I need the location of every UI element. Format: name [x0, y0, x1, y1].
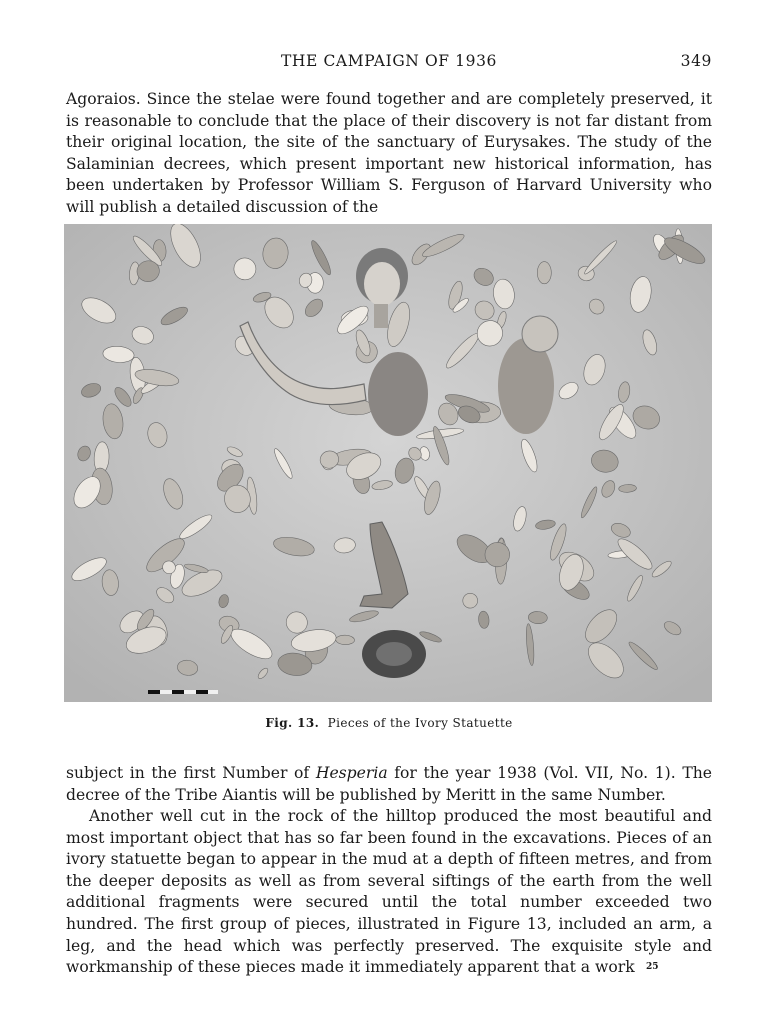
fragments-photo — [64, 224, 712, 702]
paragraph-continuation — [66, 763, 712, 806]
ivory-ball — [522, 316, 558, 352]
journal-title: Hesperia — [315, 764, 388, 782]
page-number: 349 — [680, 52, 712, 70]
figure-label: Fig. 13. — [265, 716, 320, 730]
running-header — [66, 52, 712, 74]
figure-photo-ivory-fragments — [64, 224, 712, 702]
running-title: THE CAMPAIGN OF 1936 — [280, 52, 498, 70]
p2-text-before: subject in the first Number of — [66, 764, 316, 782]
figure-caption-text: Pieces of the Ivory Statuette — [327, 716, 513, 730]
p2-text-after: for the year 1938 (Vol. VII, No. 1). The decree of the Tribe Aiantis will be published by Meritt in the same Number. — [66, 764, 713, 804]
signature-mark: 25 — [646, 962, 659, 972]
round-base — [362, 630, 426, 678]
statuette-torso-fragment — [368, 352, 428, 436]
paragraph-top: Agoraios. Since the stelae were found together and are completely preserved, it is reasonable to conclude that the place of their discovery is not far distant from their original location, the site of the sanctuary of Eurysakes. The study of the Salaminian decrees, which present important new historical information, has been undertaken by Professor William S. Ferguson of Harvard University who will publish a detailed discussion of the — [66, 90, 712, 216]
paragraph-ivory-statuette: Another well cut in the rock of the hilltop produced the most beautiful and most important object that has so far been found in the excavations. Pieces of an ivory statuette began to appear in the mud at a depth of fifteen metres, and from the deeper deposits as well as from several siftings of the earth from the well additional fragments were secured until the total number exceeded two hundred. The first group of pieces, illustrated in Figure 13, included an arm, a leg, and the head which was perfectly preserved. The exquisite style and workmanship of these pieces made it immediately apparent that a work — [66, 807, 712, 977]
ivory-fragment — [537, 262, 551, 284]
scale-bar — [148, 690, 218, 694]
figure-caption — [66, 716, 712, 730]
